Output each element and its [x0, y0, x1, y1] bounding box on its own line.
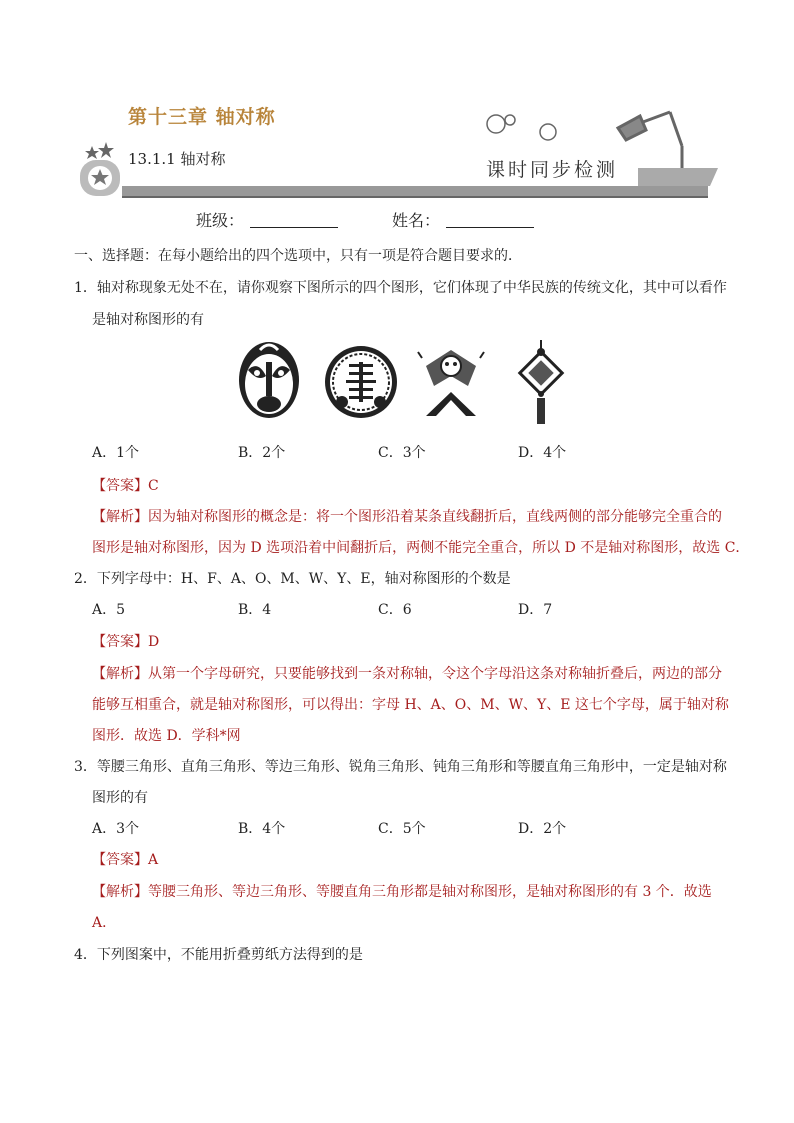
q3-answer	[92, 850, 158, 870]
bubble-icon	[487, 115, 556, 140]
q3-option-b[interactable]: B．4个	[238, 821, 286, 837]
q2-answer	[92, 632, 159, 652]
analysis-text: 从第一个字母研究，只要能够找到一条对称轴，令这个字母沿这条对称轴折叠后，两边的部分	[148, 666, 722, 682]
q2-option-d[interactable]: D．7	[518, 602, 553, 618]
q3-option-a[interactable]: A．3个	[92, 821, 140, 837]
answer-tag: 【答案】	[92, 478, 148, 494]
q1-option-c[interactable]: C．3个	[378, 445, 426, 461]
q2-analysis-cont: 能够互相重合，就是轴对称图形，可以得出：字母 H、A、O、M、W、Y、E 这七个字母，属于轴对称	[92, 697, 729, 713]
chinese-knot-image	[502, 340, 580, 424]
answer-tag: 【答案】	[92, 634, 148, 650]
desk-lamp-icon	[618, 112, 682, 168]
q1-option-d[interactable]: D．4个	[518, 445, 567, 461]
class-field	[196, 208, 338, 231]
chapter-title: 第十三章 轴对称	[128, 106, 276, 128]
answer-value: C	[148, 478, 159, 494]
q2-option-c[interactable]: C．6	[378, 602, 412, 618]
question-3-text-cont: 图形的有	[92, 790, 148, 806]
q3-option-c[interactable]: C．5个	[378, 821, 426, 837]
q2-option-b[interactable]: B．4	[238, 602, 272, 618]
q3-analysis	[92, 882, 712, 902]
q3-analysis-cont: A．	[92, 915, 117, 931]
q1-option-b[interactable]: B．2个	[238, 445, 286, 461]
answer-value: D	[148, 634, 160, 650]
opera-mask-image	[230, 340, 308, 424]
double-happiness-papercut-image	[322, 340, 400, 424]
name-field	[392, 208, 534, 231]
question-3-text: 3．等腰三角形、直角三角形、等边三角形、锐角三角形、钝角三角形和等腰直角三角形中，一定是轴对称	[74, 759, 727, 775]
kite-image	[412, 340, 490, 424]
banner-label: 课时同步检测	[486, 159, 619, 181]
section-title: 13.1.1 轴对称	[128, 150, 226, 168]
question-1-text: 1．轴对称现象无处不在，请你观察下图所示的四个图形，它们体现了中华民族的传统文化，其中可以看作	[74, 280, 727, 296]
q2-option-a[interactable]: A．5	[92, 602, 126, 618]
analysis-tag: 【解析】	[92, 509, 148, 525]
name-label: 姓名：	[392, 211, 441, 230]
answer-value: A	[148, 852, 159, 868]
question-1-text-cont: 是轴对称图形的有	[92, 312, 204, 328]
analysis-tag: 【解析】	[92, 666, 148, 682]
question-2-text: 2．下列字母中：H、F、A、O、M、W、Y、E，轴对称图形的个数是	[74, 571, 511, 587]
q3-option-d[interactable]: D．2个	[518, 821, 567, 837]
analysis-tag: 【解析】	[92, 884, 148, 900]
analysis-text: 因为轴对称图形的概念是：将一个图形沿着某条直线翻折后，直线两侧的部分能够完全重合的	[148, 509, 722, 525]
class-blank[interactable]	[250, 211, 338, 228]
answer-tag: 【答案】	[92, 852, 148, 868]
question-4-text: 4．下列图案中，不能用折叠剪纸方法得到的是	[74, 947, 363, 963]
q1-analysis-cont: 图形是轴对称图形，因为 D 选项沿着中间翻折后，两侧不能完全重合，所以 D 不是轴对称图形，故选 C．	[92, 540, 750, 556]
q2-analysis-cont-2: 图形．故选 D．学科*网	[92, 728, 241, 744]
q1-answer	[92, 476, 159, 496]
q1-option-a[interactable]: A．1个	[92, 445, 140, 461]
star-badge-icon	[80, 142, 120, 196]
class-label: 班级：	[196, 211, 245, 230]
q1-analysis	[92, 507, 722, 527]
name-blank[interactable]	[446, 211, 534, 228]
q2-analysis	[92, 664, 722, 684]
analysis-text: 等腰三角形、等边三角形、等腰直角三角形都是轴对称图形，是轴对称图形的有 3 个．故选	[148, 884, 712, 900]
section-heading: 一、选择题：在每小题给出的四个选项中，只有一项是符合题目要求的．	[74, 248, 522, 264]
